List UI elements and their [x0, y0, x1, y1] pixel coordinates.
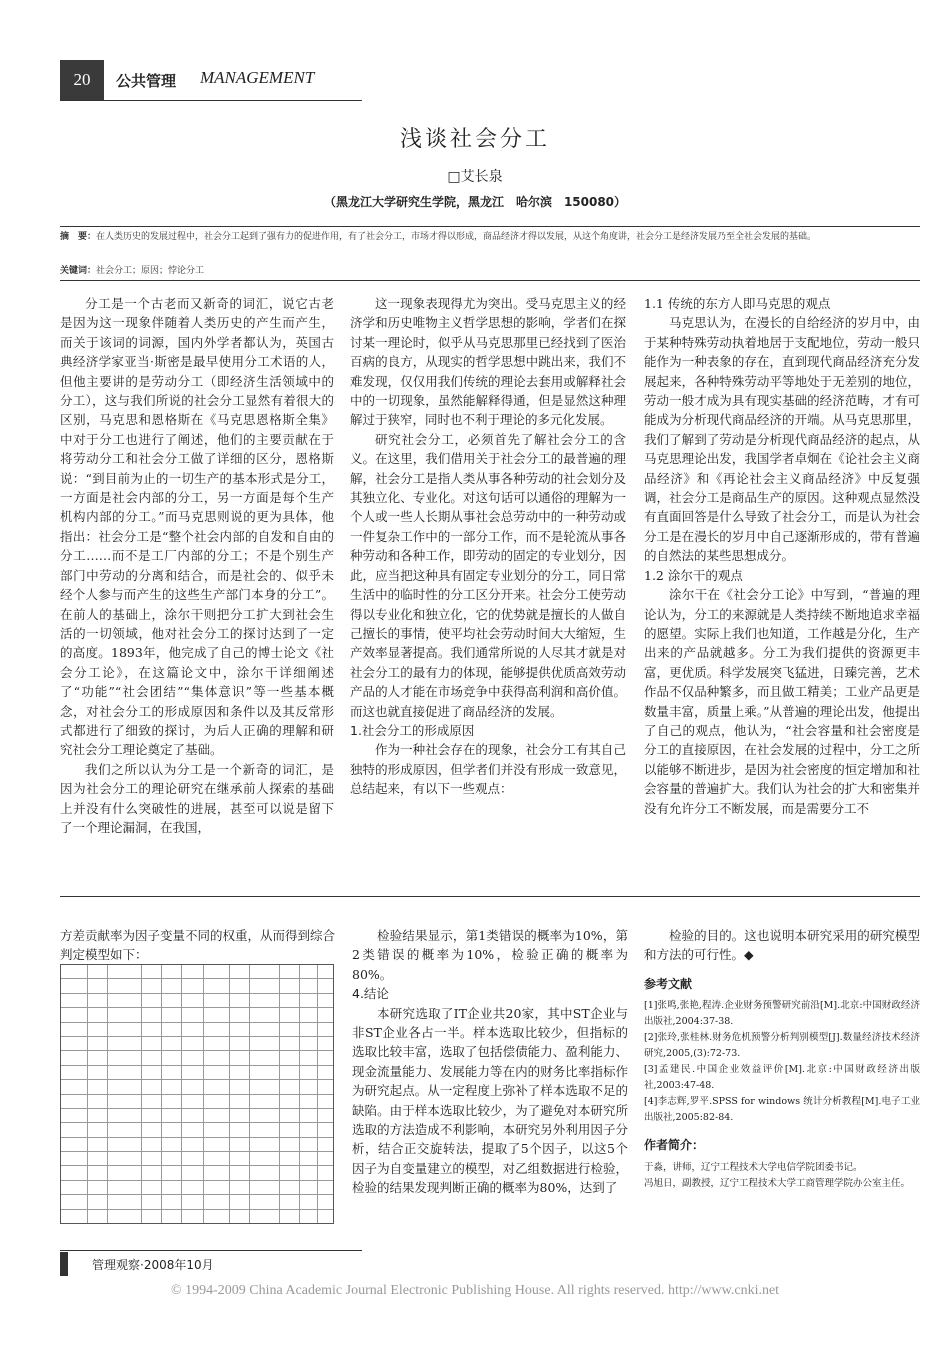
- footer-rule: [60, 1250, 362, 1251]
- author-bio: 于淼，讲师，辽宁工程技术大学电信学院团委书记。: [644, 1161, 863, 1173]
- reference-item: [1]张鸣,张艳,程涛.企业财务预警研究前沿[M].北京:中国财政经济出版社,2004:37-38.: [644, 1000, 920, 1028]
- paragraph: 方差贡献率为因子变量不同的权重，从而得到综合判定模型如下：: [60, 928, 336, 963]
- paragraph: 检验的目的。这也说明本研究采用的研究模型和方法的可行性。◆: [644, 928, 920, 963]
- table-row: [61, 1181, 333, 1195]
- table-row: [61, 1051, 333, 1065]
- table-row: [61, 1152, 333, 1166]
- copyright-notice: © 1994-2009 China Academic Journal Electronic Publishing House. All rights reserved. http://www.cnki.net: [170, 1283, 780, 1298]
- paragraph: 分工是一个古老而又新奇的词汇，说它古老是因为这一现象伴随着人类历史的产生而产生，而关于该词的词源，国内外学者都认为，英国古典经济学家亚当·斯密是最早使用分工术语的人，但他主要讲的是劳动分工（即经济生活领域中的分工），这与我们所说的社会分工显然有着很大的区别，马克思和恩格斯在《马克思恩格斯全集》中对于分工也进行了阐述，他们的主要贡献在于将劳动分工和社会分工做了详细的区分，恩格斯说：“到目前为止的一切生产的基本形式是分工，一方面是社会内部的分工，另一方面是每个生产机构内部的分工。”而马克思则说的更为具体，他指出：社会分工是“整个社会内部的自发和自由的分工……而不是工厂内部的分工；不是个别生产部门中劳动的分离和结合，而是社会的、似乎未经个人参与而产生的这些生产部门本身的分工”。在前人的基础上，涂尔干则把分工扩大到社会生活的一切领域，他对社会分工的探讨达到了一定的高度。1893年，他完成了自己的博士论文《社会分工论》，在这篇论文中，涂尔干详细阐述了“功能”“社会团结”“集体意识”等一些基本概念，对社会分工的形成原因和条件以及其反常形式都进行了细致的探讨，为后人正确的理解和研究社会分工理论奠定了基础。: [60, 296, 334, 758]
- paragraph: 研究社会分工，必须首先了解社会分工的含义。在这里，我们借用关于社会分工的最普遍的理解，社会分工是指人类从事各种劳动的社会划分及其独立化、专业化。对这句话可以通俗的理解为一个人或一些人长期从事社会总劳动中的一种劳动或一件复杂工作中的一部分工作，而不是轮流从事各种劳动和各种工作，即劳动的固定的专业划分，因此，应当把这种具有固定专业划分的分工，同日常生活中的临时性的分工区分开来。社会分工使劳动得以专业化和独立化，它的优势就是擅长的人做自己擅长的事情，使平均社会劳动时间大大缩短，生产效率显著提高。我们通常所说的人尽其才就是对社会分工的最有力的体现，能够提供优质高效劳动产品的人才能在市场竞争中获得高利润和高价值。而这也就直接促进了商品经济的发展。: [350, 431, 626, 719]
- table-row: [61, 1037, 333, 1051]
- page-number: 20: [60, 60, 104, 100]
- paragraph: 马克思认为，在漫长的自给经济的岁月中，由于某种特殊劳动执着地居于支配地位，劳动一般只能作为一种表象的存在，直到现代商品经济充分发展起来，各种特殊劳动平等地处于无差别的地位，劳动一般才成为具有现实基础的经济范畴，才有可能成为分析现代商品经济的开端。从马克思那里，我们了解到了劳动是分析现代商品经济的起点，从马克思理论出发，我国学者卓炯在《论社会主义商品经济》和《再论社会主义商品经济》中反复强调，社会分工是商品生产的原因。这种观点显然没有直面回答是什么导致了社会分工，而是认为社会分工是在漫长的岁月中自己逐渐形成的，带有普遍的自然法的某些思想成分。: [644, 315, 920, 564]
- table-row: [61, 1123, 333, 1137]
- footer-bar: [60, 1252, 68, 1276]
- section-heading: 4.结论: [352, 986, 389, 1002]
- references-heading: 参考文献: [644, 976, 693, 991]
- table-row: [61, 979, 333, 993]
- paragraph: 检验结果显示，第1类错误的概率为10%，第2类错误的概率为10%，检验正确的概率为80%。: [352, 928, 628, 982]
- journal-footer: 管理观察·2008年10月: [92, 1258, 214, 1272]
- article-title: 浅谈社会分工: [399, 127, 550, 152]
- body-column-1: [60, 294, 334, 837]
- table-col-divider: [317, 965, 318, 1223]
- table-col-divider: [87, 965, 88, 1223]
- table-col-divider: [229, 965, 230, 1223]
- table-row: [61, 1166, 333, 1180]
- table-col-divider: [107, 965, 108, 1223]
- table-col-divider: [299, 965, 300, 1223]
- section-title-en: MANAGEMENT: [200, 68, 315, 87]
- paragraph: 我们之所以认为分工是一个新奇的词汇，是因为社会分工的理论研究在继承前人探索的基础上并没有什么突破性的进展，甚至可以说是留下了一个理论漏洞，在我国，: [60, 761, 334, 835]
- table-col-divider: [203, 965, 204, 1223]
- reference-item: [2]张玲,张桂林.财务危机预警分析判别模型[J].数量经济技术经济研究,2005,(3):72-73.: [644, 1032, 920, 1060]
- abstract: [60, 230, 922, 245]
- paragraph: 涂尔干在《社会分工论》中写到，“普遍的理论认为，分工的来源就是人类持续不断地追求幸福的愿望。实际上我们也知道，工作越是分化，生产出来的产品就越多。分工为我们提供的资源更丰富，更优质。科学发展突飞猛进，日臻完善，艺术作品不仅品种繁多，而且做工精美；工业产品更是数量丰富，质量上乘。”从普遍的理论出发，他提出了自己的观点，他认为，“社会容量和社会密度是分工的直接原因，在社会发展的过程中，分工之所以能够不断进步，是因为社会密度的恒定增加和社会容量的普遍扩大。我们认为社会的扩大和密集并没有允许分工不断发展，而是需要分工不: [644, 587, 920, 816]
- keywords-text: 社会分工；原因；悖论分工: [96, 266, 205, 276]
- table-row: [61, 1109, 333, 1123]
- section-heading: 1.社会分工的形成原因: [350, 722, 475, 738]
- model-table: [60, 964, 334, 1224]
- bottom-column-3: [644, 926, 920, 1192]
- table-col-divider: [279, 965, 280, 1223]
- table-row: [61, 1023, 333, 1037]
- table-col-divider: [249, 965, 250, 1223]
- article-affiliation: （黑龙江大学研究生学院，黑龙江 哈尔滨 150080）: [323, 195, 627, 209]
- reference-item: [4]李志辉,罗平.SPSS for windows 统计分析教程[M].电子工业出版社,2005:82-84.: [644, 1096, 920, 1124]
- table-col-divider: [181, 965, 182, 1223]
- paragraph: 本研究选取了IT企业共20家，其中ST企业与非ST企业各占一半。样本选取比较少，但指标的选取比较丰富，选取了包括偿债能力、盈利能力、现金流量能力、发展能力等在内的财务比率指标作为研究起点。从一定程度上弥补了样本选取不足的缺陷。由于样本选取比较少，为了避免对本研究所选取的方法造成不利影响，本研究另外利用因子分析，结合正交旋转法，提取了5个因子，以这5个因子为自变量建立的模型，对乙组数据进行检验，检验的结果发现判断正确的概率为80%，达到了: [352, 1005, 628, 1196]
- subsection-heading: 1.1 传统的东方人即马克思的观点: [644, 296, 831, 311]
- table-row: [61, 1195, 333, 1209]
- table-row: [61, 1080, 333, 1094]
- article-author: □艾长泉: [447, 169, 503, 185]
- table-row: [61, 1066, 333, 1080]
- author-bio: 冯旭日，副教授，辽宁工程技术大学工商管理学院办公室主任。: [644, 1177, 911, 1189]
- header-rule: [60, 100, 362, 101]
- keywords: [60, 263, 920, 276]
- abstract-text: 在人类历史的发展过程中，社会分工起到了强有力的促进作用，有了社会分工，市场才得以形成，商品经济才得以发展，从这个角度讲，社会分工是经济发展乃至全社会发展的基础。: [96, 232, 817, 242]
- paragraph: 这一现象表现得尤为突出。受马克思主义的经济学和历史唯物主义哲学思想的影响，学者们在探讨某一理论时，似乎从马克思那里已经找到了医治百病的良方，从现实的哲学思想中跳出来，我们不难发现，仅仅用我们传统的理论去套用或解释社会中的一切现象，虽然能解释得通，但是显然这种理解过于狭窄，同时也不利于理论的多元化发展。: [350, 296, 626, 428]
- abstract-bottom-rule: [60, 280, 920, 281]
- table-row: [61, 1138, 333, 1152]
- bottom-column-1: [60, 926, 335, 965]
- keywords-label: 关键词：: [60, 266, 97, 276]
- abstract-top-rule: [60, 226, 920, 227]
- table-row: [61, 1210, 333, 1224]
- bottom-column-2: [352, 926, 628, 1198]
- subsection-heading: 1.2 涂尔干的观点: [644, 567, 743, 583]
- reference-item: [3]孟建民.中国企业效益评价[M].北京:中国财政经济出版社,2003:47-48.: [644, 1064, 920, 1092]
- paragraph: 作为一种社会存在的现象，社会分工有其自己独特的形成原因，但学者们并没有形成一致意见，总结起来，有以下一些观点：: [350, 742, 626, 797]
- table-col-divider: [141, 965, 142, 1223]
- body-column-3: [644, 294, 920, 818]
- section-divider: [60, 896, 920, 897]
- body-column-2: [350, 294, 626, 799]
- section-title: 公共管理: [116, 72, 177, 90]
- table-row: [61, 994, 333, 1008]
- author-bio-heading: 作者简介：: [644, 1138, 705, 1153]
- abstract-label: 摘 要：: [60, 232, 97, 242]
- table-col-divider: [161, 965, 162, 1223]
- table-row: [61, 1095, 333, 1109]
- table-header-row: [61, 965, 333, 979]
- table-row: [61, 1008, 333, 1022]
